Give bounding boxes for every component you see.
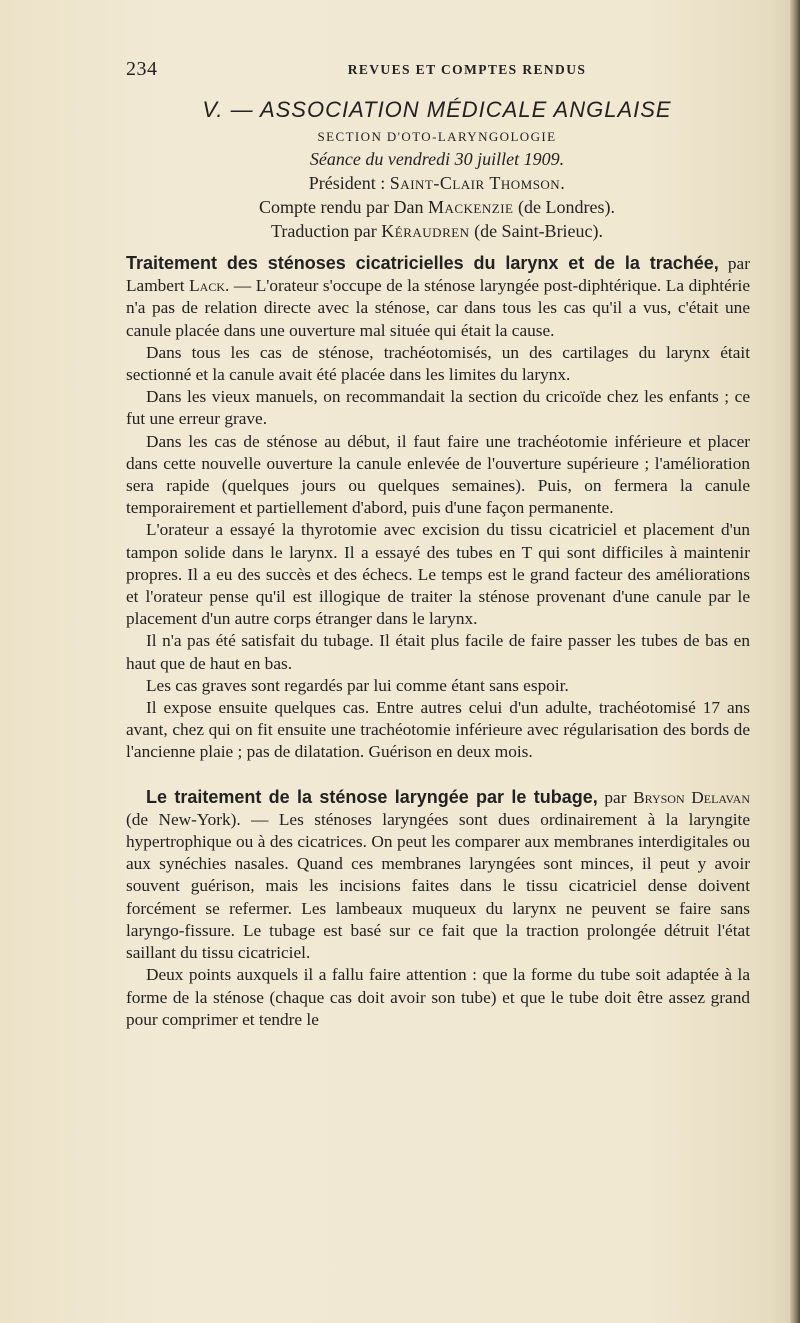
article1-paragraph: Il n'a pas été satisfait du tubage. Il était plus facile de faire passer les tubes de bas en haut que de haut en bas.: [126, 631, 750, 673]
article1-intro-text: . — L'orateur s'occupe de la sténose laryngée post-diphtérique. La diphtérie n'a pas de relation directe avec la sténose, car dans tous les cas qu'il a vus, c'était une canule placée dans une ouverture mal située qui était la cause.: [126, 276, 750, 340]
president-name: Saint-Clair Thomson.: [389, 173, 566, 193]
article1-paragraph: L'orateur a essayé la thyrotomie avec excision du tissu cicatriciel et placement d'un tampon solide dans le larynx. Il a essayé des tubes en T qui sont difficiles à maintenir propres. Il a eu des succès et des échecs. Le temps est le grand facteur des améliorations et l'orateur pense qu'il est illogique de traiter la sténose provenant d'une canule par le placement d'un autre corps étranger dans le larynx.: [126, 520, 750, 629]
running-title: REVUES ET COMPTES RENDUS: [347, 62, 587, 77]
article2-intro-text: (de New-York). — Les sténoses laryngées sont dues ordinairement à la laryngite hypertrophique ou à des cicatrices. On peut les comparer aux membranes interdigitales ou aux synéchies nasales. Quand ces membranes laryngées sont minces, il peut y avoir souvent guérison, mais les incisions faites dans le tissu cicatriciel dense doivent forcément se refermer. Les lambeaux muqueux du larynx ne peuvent se faire sans laryngo-fissure. Le tubage est basé sur ce fait que la traction prolongée détruit l'état saillant du tissu cicatriciel.: [126, 809, 750, 963]
president-prefix: Président :: [308, 173, 390, 193]
session-date: Séance du vendredi 30 juillet 1909.: [309, 149, 565, 169]
article2-author: Bryson Delavan: [633, 787, 750, 807]
translation-line: [126, 219, 748, 243]
section-subtitle: SECTION D'OTO-LARYNGOLOGIE: [317, 129, 557, 144]
article1-title: Traitement des sténoses cicatricielles du larynx et de la trachée,: [126, 253, 719, 273]
article2-intro: [126, 786, 750, 965]
running-head: [126, 58, 748, 82]
article1-paragraph: Il expose ensuite quelques cas. Entre autres celui d'un adulte, trachéotomisé 17 ans avant, chez qui on fit ensuite une trachéotomie inférieure avec régularisation des bords de l'ancienne plaie ; pas de dilatation. Guérison en deux mois.: [126, 698, 750, 762]
article1-paragraph: Dans les vieux manuels, on recommandait la section du cricoïde chez les enfants ; ce fut une erreur grave.: [126, 387, 750, 429]
page-binding-edge: [790, 0, 800, 1323]
article2-paragraph: Deux points auxquels il a fallu faire attention : que la forme du tube soit adaptée à la forme de la sténose (chaque cas doit avoir son tube) et que le tube doit être assez grand pour comprimer et tendre le: [126, 965, 750, 1029]
article1-paragraph: Dans tous les cas de sténose, trachéotomisés, un des cartilages du larynx était sectionné et la canule avait été placée dans les limites du larynx.: [126, 342, 750, 385]
article2-title: Le traitement de la sténose laryngée par le tubage,: [146, 786, 598, 807]
translation-prefix: Traduction par: [270, 221, 382, 241]
translation-name: Kéraudren: [381, 221, 470, 241]
report-prefix: Compte rendu par Dan: [259, 197, 428, 217]
article1-author: Lack: [189, 276, 226, 296]
article1-intro: [126, 252, 750, 342]
association-title: V. — ASSOCIATION MÉDICALE ANGLAISE: [202, 97, 672, 122]
article1-author-prefix: par Lambert: [126, 254, 750, 296]
page-number: 234: [126, 58, 158, 80]
report-line: [126, 195, 748, 219]
report-name: Mackenzie: [427, 197, 514, 217]
article2-author-prefix: par: [597, 787, 634, 807]
report-suffix: (de Londres).: [513, 197, 615, 217]
president-line: [126, 171, 748, 195]
article-spacer: [126, 764, 750, 786]
article-body: [126, 252, 750, 1031]
article1-paragraph: Les cas graves sont regardés par lui comme étant sans espoir.: [146, 675, 569, 695]
section-heading: [126, 95, 748, 243]
translation-suffix: (de Saint-Brieuc).: [469, 221, 604, 241]
article1-paragraph: Dans les cas de sténose au début, il faut faire une trachéotomie inférieure et placer dans cette nouvelle ouverture la canule enlevée de l'ouverture supérieure ; l'amélioration sera rapide (quelques jours ou quelques semaines). Puis, on fermera la canule temporairement et partiellement d'abord, puis d'une façon permanente.: [126, 431, 750, 518]
